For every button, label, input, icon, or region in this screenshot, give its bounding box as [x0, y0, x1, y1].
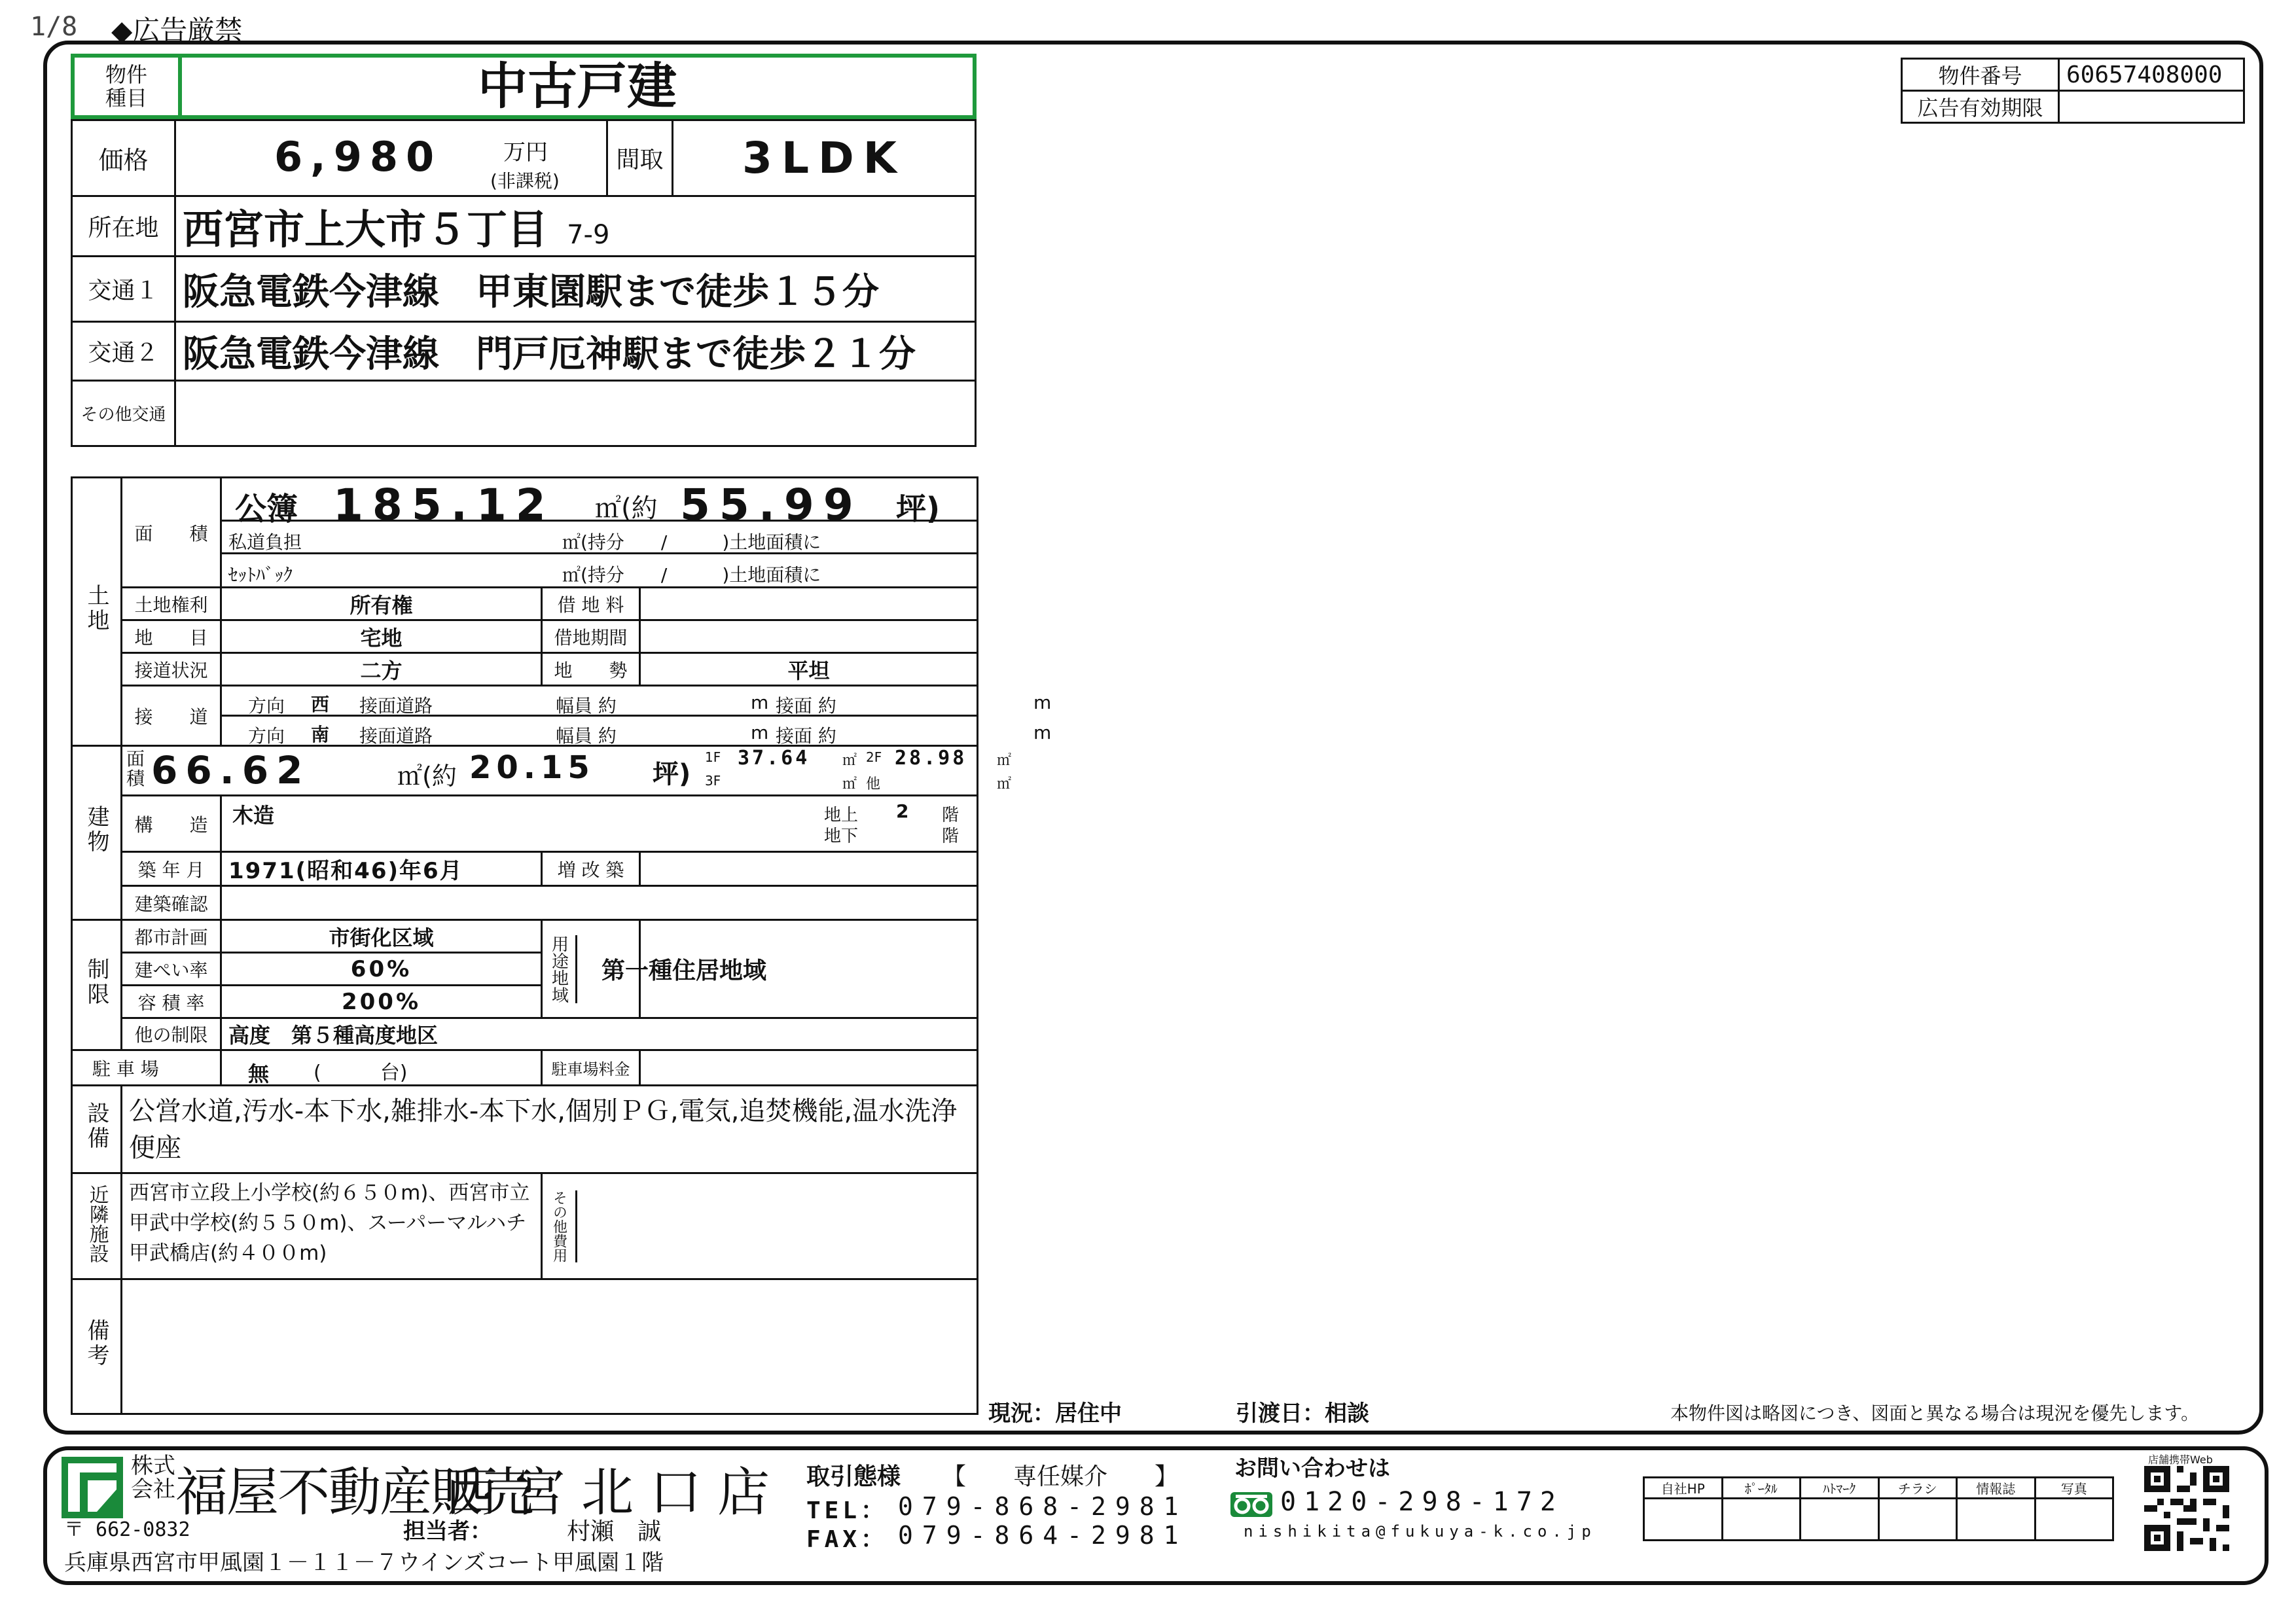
parking-value: 無 — [248, 1061, 270, 1086]
coverage-value: 60% — [221, 953, 542, 986]
road-status-value: 二方 — [221, 653, 542, 686]
private-road-label: 私道負担 — [228, 531, 302, 553]
address-label: 所在地 — [72, 196, 175, 257]
building-confirm-label: 建築確認 — [122, 886, 221, 920]
coverage-label: 建ぺい率 — [122, 953, 221, 986]
qr-code — [2144, 1466, 2229, 1551]
transport2-label: 交通２ — [72, 322, 175, 381]
renovation-value — [640, 852, 978, 886]
building-confirm-value — [221, 886, 978, 920]
tel-number: 079-868-2981 — [898, 1492, 1188, 1521]
media-portal: ﾎﾟｰﾀﾙ — [1722, 1478, 1801, 1499]
fax-number: 079-864-2981 — [898, 1521, 1188, 1550]
company-kind: 株式会社 — [131, 1453, 175, 1503]
private-road-unit: ㎡(持分 / )土地面積に — [562, 531, 821, 553]
postal-code: 〒 662-0832 — [64, 1518, 190, 1541]
floor1-label: 1F — [705, 749, 721, 765]
road1-dir-label: 方向 — [248, 695, 285, 717]
media-table — [1643, 1476, 2114, 1541]
current-status: 現況：居住中 — [988, 1400, 1122, 1427]
media-photo: 写真 — [2035, 1478, 2113, 1499]
disclaimer: 本物件図は略図につき、図面と異なる場合は現況を優先します。 — [1670, 1402, 2200, 1424]
ad-notice: ◆広告厳禁 — [111, 14, 243, 46]
restriction-section-label: 制限 — [83, 957, 109, 1007]
freedial-icon — [1230, 1492, 1272, 1517]
transport1-label: 交通１ — [72, 257, 175, 322]
property-type-box — [71, 54, 977, 119]
road1-m2: m — [1033, 692, 1052, 713]
floor2-value: 28.98 — [895, 747, 967, 770]
other-cost-label: その他費用 — [550, 1190, 567, 1262]
other-floor-label: 他 — [866, 776, 881, 793]
parking-label: 駐 車 場 — [72, 1050, 221, 1086]
property-number: 60657408000 — [2059, 59, 2244, 91]
page-number: 1/8 — [30, 12, 78, 42]
parking-count: ( 台) — [314, 1061, 408, 1084]
remarks-value — [122, 1279, 978, 1414]
other-restriction-value: 高度 第５種高度地区 — [221, 1018, 978, 1050]
price-tax: (非課税) — [490, 170, 560, 192]
price-cell — [175, 120, 607, 196]
city-plan-value: 市街化区域 — [221, 920, 542, 953]
terrain-value: 平坦 — [640, 653, 978, 686]
land-category-value: 宅地 — [221, 620, 542, 653]
road2-width: 幅員 約 — [556, 725, 617, 747]
trade-value: 【 専任媒介 】 — [942, 1463, 1179, 1490]
use-zone-value: 第一種住居地域 — [640, 920, 978, 1018]
floor-unit: 階 — [942, 806, 960, 825]
built-value: 1971(昭和46)年6月 — [221, 852, 542, 886]
lease-period-value — [640, 620, 978, 653]
terrain-label: 地 勢 — [542, 653, 640, 686]
contact-email: nishikita@fukuya-k.co.jp — [1244, 1522, 1596, 1541]
address-sub: 7-9 — [567, 220, 610, 250]
road1-dir: 西 — [311, 694, 330, 715]
building-area-tsubo: 20.15 — [469, 749, 595, 786]
use-zone-label: 用途地域 — [548, 935, 569, 1003]
land-section-label: 土地 — [83, 584, 109, 633]
road2-road: 接面道路 — [359, 725, 433, 747]
fax-label: FAX： — [806, 1526, 889, 1553]
lease-fee-value — [640, 588, 978, 620]
tel-label: TEL： — [806, 1497, 889, 1524]
ad-period-label: 広告有効期限 — [1902, 91, 2059, 123]
price-unit: 万円 — [503, 139, 548, 166]
land-area-cell — [221, 478, 978, 530]
below-ground-label: 地下 — [824, 827, 859, 846]
nearby-label: 近隣施設 — [85, 1184, 109, 1263]
other-transport-value — [175, 381, 976, 446]
company-name: 福屋不動産販売 — [175, 1462, 533, 1523]
branch-name: 西宮北口店 — [445, 1462, 785, 1523]
land-area-unit: ㎡(約 — [595, 493, 658, 524]
city-plan-label: 都市計画 — [122, 920, 221, 953]
layout-value: 3LDK — [673, 120, 976, 196]
land-category-label: 地 目 — [122, 620, 221, 653]
floor2-label: 2F — [866, 749, 882, 765]
media-magazine: 情報誌 — [1957, 1478, 2036, 1499]
building-area-tsubo-unit: 坪) — [653, 759, 691, 789]
media-flyer: チラシ — [1878, 1478, 1957, 1499]
road1-width: 幅員 約 — [556, 695, 617, 717]
lease-fee-label: 借 地 料 — [542, 588, 640, 620]
road2-m: m — [751, 722, 769, 743]
land-area-tsubo: 55.99 — [680, 480, 863, 530]
road2-front: 接面 約 — [776, 725, 836, 747]
top-table — [71, 119, 977, 447]
built-label: 築 年 月 — [122, 852, 221, 886]
land-area-label: 面 積 — [122, 478, 221, 588]
structure-value: 木造 — [232, 803, 275, 828]
qr-label: 店舗携帯Web — [2148, 1454, 2213, 1466]
price-value: 6,980 — [274, 133, 442, 181]
floor2-unit: ㎡ — [997, 753, 1012, 769]
property-number-label: 物件番号 — [1902, 59, 2059, 91]
land-area-prefix: 公簿 — [235, 491, 298, 527]
road2-dir: 南 — [311, 724, 330, 745]
road-label: 接 道 — [122, 686, 221, 746]
qr-code-icon — [2144, 1466, 2229, 1551]
address-main: 西宮市上大市５丁目 — [183, 205, 548, 253]
parking-fee-value — [640, 1050, 978, 1086]
setback-unit: ㎡(持分 / )土地面積に — [562, 564, 821, 586]
property-type-value: 中古戸建 — [478, 57, 677, 115]
layout-label: 間取 — [607, 120, 673, 196]
lease-period-label: 借地期間 — [542, 620, 640, 653]
property-type-label: 物件 種目 — [75, 58, 182, 115]
building-section-label: 建物 — [83, 805, 109, 855]
road1-m: m — [751, 692, 769, 713]
other-transport-label: その他交通 — [72, 381, 175, 446]
road2-m2: m — [1033, 722, 1052, 743]
road-status-label: 接道状況 — [122, 653, 221, 686]
setback-label: ｾｯﾄﾊﾞｯｸ — [228, 564, 293, 586]
staff-name: 村瀬 誠 — [567, 1518, 662, 1545]
logo-icon — [62, 1457, 123, 1518]
building-area-label: 面 積 — [126, 748, 145, 789]
staff-label: 担当者： — [403, 1518, 492, 1544]
company-logo — [62, 1457, 123, 1518]
equipment-label: 設備 — [83, 1101, 109, 1151]
company-address: 兵庫県西宮市甲風園１－１１－７ウインズコート甲風園１階 — [64, 1550, 664, 1576]
nearby-value: 西宮市立段上小学校(約６５０m)、西宮市立甲武中学校(約５５０m)、スーパーマルハチ 甲武橋店(約４００m) — [122, 1173, 542, 1279]
other-restriction-label: 他の制限 — [122, 1018, 221, 1050]
other-cost-value — [577, 1190, 977, 1262]
media-hatomark: ﾊﾄﾏｰｸ — [1801, 1478, 1879, 1499]
land-rights-label: 土地権利 — [122, 588, 221, 620]
structure-label: 構 造 — [122, 796, 221, 852]
above-ground-value: 2 — [896, 800, 909, 822]
floor1-value: 37.64 — [738, 747, 810, 770]
equipment-value: 公営水道,汚水-本下水,雑排水-本下水,個別ＰＧ,電気,追焚機能,温水洗浄便座 — [122, 1086, 978, 1173]
ad-period-value — [2059, 91, 2244, 123]
detail-table — [71, 476, 1052, 1415]
land-area-tsubo-unit: 坪) — [896, 491, 941, 526]
other-floor-unit: ㎡ — [997, 776, 1012, 793]
building-area-unit: ㎡(約 — [397, 762, 457, 791]
trade-label: 取引態様 — [806, 1463, 901, 1490]
above-ground-label: 地上 — [824, 806, 859, 825]
floor3-label: 3F — [705, 773, 721, 789]
parking-fee-label: 駐車場料金 — [542, 1050, 640, 1086]
property-number-box — [1901, 58, 2245, 124]
land-rights-value: 所有権 — [221, 588, 542, 620]
transport2-value: 阪急電鉄今津線 門戸厄神駅まで徒歩２１分 — [175, 322, 976, 381]
delivery-status: 引渡日：相談 — [1236, 1400, 1369, 1427]
inquiry-label: お問い合わせは — [1234, 1455, 1390, 1482]
transport1-value: 阪急電鉄今津線 甲東園駅まで徒歩１５分 — [175, 257, 976, 322]
price-label: 価格 — [72, 120, 175, 196]
floor3-unit: ㎡ — [842, 776, 857, 793]
floor-unit-2: 階 — [942, 827, 960, 846]
building-area-cell — [122, 746, 1012, 796]
renovation-label: 増 改 築 — [542, 852, 640, 886]
remarks-label: 備考 — [83, 1319, 109, 1368]
media-own-hp: 自社HP — [1644, 1478, 1723, 1499]
land-area-value: 185.12 — [333, 480, 555, 530]
building-area-value: 66.62 — [151, 748, 311, 793]
road1-front: 接面 約 — [776, 695, 836, 717]
freedial-number: 0120-298-172 — [1280, 1487, 1564, 1517]
road1-road: 接面道路 — [359, 695, 433, 717]
far-label: 容 積 率 — [122, 986, 221, 1018]
far-value: 200% — [221, 986, 542, 1018]
floor1-unit: ㎡ — [842, 753, 857, 769]
road2-dir-label: 方向 — [248, 725, 285, 747]
